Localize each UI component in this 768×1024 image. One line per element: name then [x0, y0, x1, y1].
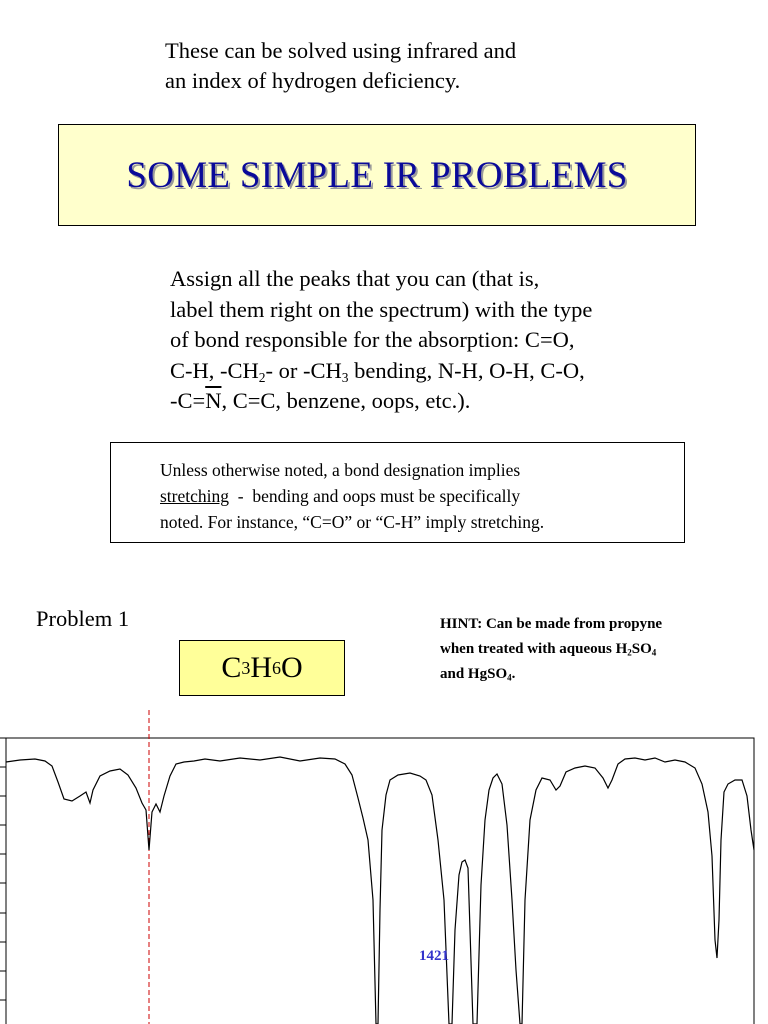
instr-text: -C= [170, 388, 206, 413]
hint-text-part: SO [631, 641, 652, 657]
instr-text: - or -CH [265, 357, 342, 383]
hint-text-part: and HgSO [440, 666, 508, 682]
instructions-line-4 [170, 356, 690, 387]
hint-text [440, 612, 760, 687]
spectrum-trace [6, 757, 754, 1024]
y-axis-ticks [0, 738, 6, 1000]
hint-text-part: . [511, 666, 516, 682]
intro-line-2: an index of hydrogen deficiency. [165, 68, 461, 93]
intro-line-1: These can be solved using infrared and [165, 38, 517, 63]
intro-text [165, 36, 605, 96]
note-line-3: noted. For instance, “C=O” or “C-H” imply stretching. [160, 512, 545, 532]
problem-label: Problem 1 [36, 606, 130, 631]
note-line-2 [160, 483, 544, 509]
instr-text: , C=C, benzene, oops, etc.). [221, 388, 471, 413]
page-title: SOME SIMPLE IR PROBLEMS [126, 154, 628, 196]
instr-text: bending, N-H, O-H, C-O, [348, 357, 585, 383]
formula-element: O [281, 651, 303, 684]
hint-line-1: HINT: Can be made from propyne [440, 616, 663, 632]
instr-text: C-H, -CH [170, 357, 259, 383]
hint-line-2 [440, 637, 760, 662]
formula-element: C [221, 651, 242, 684]
instructions [170, 264, 690, 417]
nitrogen-lone-pair: $\overline{N}$ [205, 388, 222, 413]
instructions-line-3: of bond responsible for the absorption: C=O, [170, 327, 575, 352]
subscript: 2 [258, 369, 266, 385]
subscript: 2 [627, 647, 632, 658]
note-text [160, 457, 544, 535]
subscript: 3 [341, 369, 349, 385]
note-underlined-term: stretching [160, 486, 230, 506]
subscript: 4 [651, 647, 657, 658]
formula-element: H [250, 651, 272, 684]
note-line-1: Unless otherwise noted, a bond designation implies [160, 460, 521, 480]
spectrum-frame [6, 738, 754, 1024]
subscript: 4 [507, 672, 512, 683]
molecular-formula: C 3 H 6 O [179, 640, 345, 696]
note-box [110, 442, 685, 543]
peak-label-1421: 1421 [419, 948, 449, 964]
ir-spectrum [0, 700, 768, 1024]
instructions-line-1: Assign all the peaks that you can (that is, [170, 266, 540, 291]
title-banner [58, 124, 696, 226]
note-text-rest: - bending and oops must be specifically [229, 486, 521, 506]
hint-text-part: when treated with aqueous H [440, 641, 628, 657]
hint-line-3 [440, 662, 760, 687]
instructions-line-2: label them right on the spectrum) with the type [170, 296, 593, 322]
instructions-line-5 [170, 386, 690, 417]
